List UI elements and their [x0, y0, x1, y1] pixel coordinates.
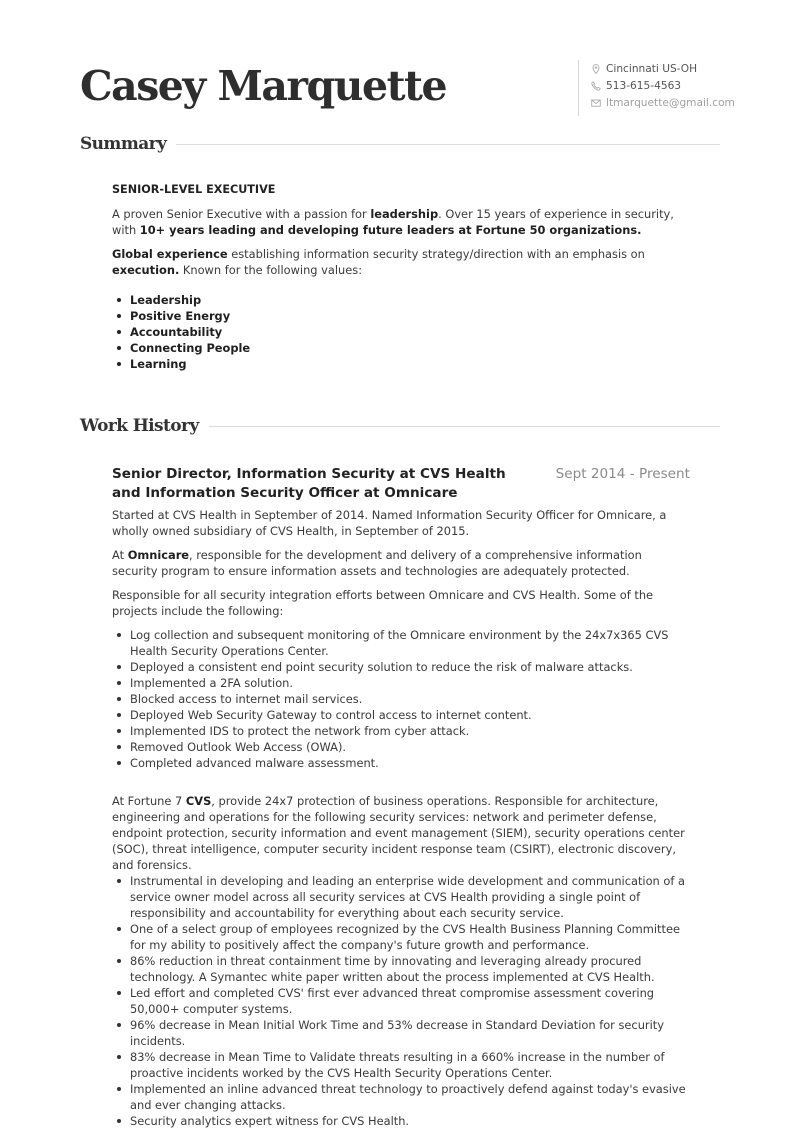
list-item: Security analytics expert witness for CVS Health. — [112, 1113, 690, 1128]
achievements-list — [112, 873, 690, 1128]
list-item: Implemented an inline advanced threat technology to proactively defend against today's evasive and ever changing attacks. — [112, 1081, 690, 1113]
contact-info — [578, 60, 735, 116]
job-p2-omnicare: Omnicare — [127, 548, 190, 562]
summary-subheading: SENIOR-LEVEL EXECUTIVE — [112, 183, 276, 196]
list-item: 86% reduction in threat containment time by innovating and leveraging already procured technology. A Symantec white paper written about the process implemented at CVS Health. — [112, 953, 690, 985]
phone-text: 513-615-4563 — [606, 79, 682, 92]
candidate-name: Casey Marquette — [80, 62, 447, 110]
summary-p1-leadership: leadership — [370, 207, 439, 221]
summary-p2-text-d: Known for the following values: — [179, 263, 363, 277]
list-item: Connecting People — [112, 340, 690, 356]
job-p4-text-c: , provide 24x7 protection of business operations. Responsible for architecture, engineering and operations for the following security services: network and perimeter defense, endpoint protection, security information and event management (SIEM), security operations center (SOC), threat intelligence, computer security incident response team (CSIRT), electronic discovery, and forensics. — [112, 794, 685, 872]
list-item: Instrumental in developing and leading an enterprise wide development and communication of a service owner model across all security services at CVS Health providing a single point of responsibility and accountability for everything about each security service. — [112, 873, 690, 921]
job-p2-text-a: At — [112, 548, 128, 562]
list-item: Deployed Web Security Gateway to control access to internet content. — [112, 707, 690, 723]
job-paragraph-2 — [112, 547, 690, 579]
job-paragraph-1: Started at CVS Health in September of 2014. Named Information Security Officer for Omnicare, a wholly owned subsidiary of CVS Health, in September of 2015. — [112, 508, 667, 538]
summary-p1-text-a: A proven Senior Executive with a passion for — [112, 207, 371, 221]
list-item: Implemented IDS to protect the network from cyber attack. — [112, 723, 690, 739]
work-history-section-header — [80, 416, 720, 436]
list-item: Implemented a 2FA solution. — [112, 675, 690, 691]
list-item: One of a select group of employees recognized by the CVS Health Business Planning Committee for my ability to positively affect the company's future growth and performance. — [112, 921, 690, 953]
summary-p2-execution: execution. — [112, 263, 180, 277]
summary-section-header — [80, 134, 720, 154]
contact-phone — [590, 77, 735, 94]
job-entry — [112, 465, 690, 1128]
section-divider — [176, 144, 720, 145]
job-date: Sept 2014 - Present — [555, 466, 690, 482]
job-p2-text-c: , responsible for the development and delivery of a comprehensive information security program to ensure information assets and technologies are adequately protected. — [112, 548, 642, 578]
email-link[interactable]: ltmarquette@gmail.com — [606, 96, 735, 109]
summary-p2-text-b: establishing information security strategy/direction with an emphasis on — [227, 247, 645, 261]
list-item: Led effort and completed CVS' first ever advanced threat compromise assessment covering 50,000+ computer systems. — [112, 985, 690, 1017]
list-item: Completed advanced malware assessment. — [112, 755, 690, 771]
list-item: Blocked access to internet mail services. — [112, 691, 690, 707]
location-pin-icon — [590, 63, 602, 75]
envelope-icon — [590, 97, 602, 109]
summary-p1-text-c: . Over 15 years of experience in security, with — [112, 207, 674, 237]
job-p4-cvs: CVS — [185, 794, 212, 808]
phone-icon — [590, 80, 602, 92]
contact-email[interactable] — [590, 94, 735, 111]
contact-location — [590, 60, 735, 77]
summary-body — [112, 182, 690, 372]
location-text: Cincinnati US-OH — [606, 62, 698, 75]
list-item: 83% decrease in Mean Time to Validate threats resulting in a 660% increase in the number of proactive incidents worked by the CVS Health Security Operations Center. — [112, 1049, 690, 1081]
list-item: Learning — [112, 356, 690, 372]
summary-heading: Summary — [80, 134, 167, 154]
work-history-heading: Work History — [80, 416, 199, 436]
projects-list — [112, 627, 690, 771]
list-item: Deployed a consistent end point security solution to reduce the risk of malware attacks. — [112, 659, 690, 675]
list-item: Positive Energy — [112, 308, 690, 324]
job-paragraph-4 — [112, 793, 690, 873]
list-item: Removed Outlook Web Access (OWA). — [112, 739, 690, 755]
values-list — [112, 292, 690, 372]
job-header — [112, 465, 690, 503]
summary-p2-global: Global experience — [112, 247, 228, 261]
job-title: Senior Director, Information Security at CVS Health and Information Security Officer at Omnicare — [112, 466, 506, 501]
list-item: 96% decrease in Mean Initial Work Time and 53% decrease in Standard Deviation for security incidents. — [112, 1017, 690, 1049]
summary-p1-text-d: 10+ years leading and developing future leaders at Fortune 50 organizations. — [139, 223, 642, 237]
job-p4-text-a: At Fortune 7 — [112, 794, 186, 808]
spacer — [112, 779, 690, 793]
summary-paragraph-1 — [112, 206, 690, 238]
job-paragraph-3: Responsible for all security integration efforts between Omnicare and CVS Health. Some of the projects include the following: — [112, 588, 654, 618]
list-item: Leadership — [112, 292, 690, 308]
summary-paragraph-2 — [112, 246, 690, 278]
list-item: Accountability — [112, 324, 690, 340]
list-item: Log collection and subsequent monitoring of the Omnicare environment by the 24x7x365 CVS Health Security Operations Center. — [112, 627, 690, 659]
section-divider — [209, 426, 720, 427]
